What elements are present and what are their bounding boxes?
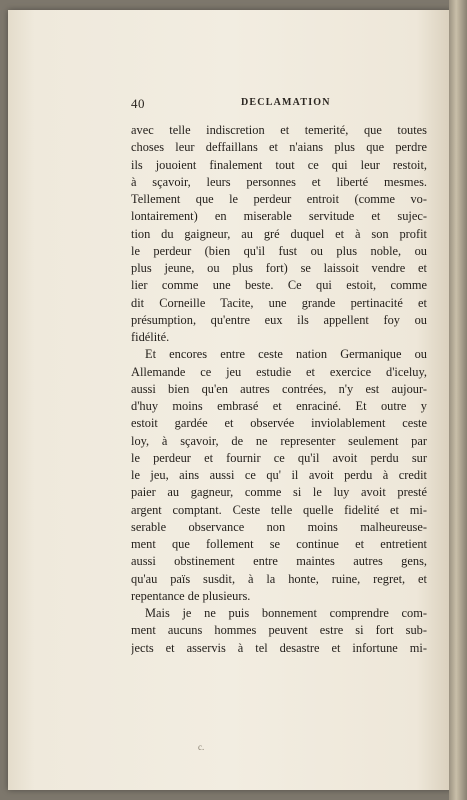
page-header [131,96,427,110]
text-line: ment aucuns hommes peuvent estre si fort sub- [131,623,427,638]
text-line: tion du gaigneur, au gré duquel et à son profit [131,226,427,241]
text-line: le jeu, ains aussi ce qu' il avoit perdu à credit [131,468,427,482]
text-line: ils jouoient finalement tout ce qui leur restoit, [131,157,427,172]
text-line: Et encores entre ceste nation Germanique ou [145,347,427,362]
text-line: plus jeune, ou plus fort) se laissoit vendre et [131,261,427,275]
text-line: loy, à sçavoir, de ne representer seulement par [131,433,427,448]
text-line: estoit gardée et observée inviolablement ceste [131,416,427,431]
text-line: aussi obstinement entre maintes autres gens, [131,554,427,569]
text-line: fidélité. [131,330,170,344]
text-line: lontairement) en miserable servitude et sujec- [131,209,427,224]
text-line: le perdeur (bien qu'il fust ou plus noble, ou [131,243,427,258]
text-line: ment que follement se continue et entretient [131,537,427,551]
text-line: lier comme une beste. Ce qui estoit, comme [131,278,427,293]
text-line: à sçavoir, leurs personnes et liberté mesmes. [131,174,427,189]
text-line: aussi bien qu'en autres contrées, n'y est aujour- [131,381,427,396]
text-line: avec telle indiscretion et temerité, que toutes [131,123,427,137]
body-text [131,122,427,657]
text-line: Mais je ne puis bonnement comprendre com- [145,606,427,620]
text-line: dit Corneille Tacite, une grande pertinacité et [131,295,427,310]
page-number: 40 [131,96,145,111]
running-head: DECLAMATION [241,97,331,108]
text-line: Tellement que le perdeur entroit (comme vo- [131,192,427,206]
text-line: présumption, qu'entre eux ils appellent foy ou [131,312,427,327]
text-line: le perdeur et fournir ce qu'il avoit perdu sur [131,450,427,465]
text-line: d'huy moins embrasé et enraciné. Et outre y [131,399,427,413]
text-line: repentance de plusieurs. [131,588,251,603]
text-line: jects et asservis à tel desastre et infortune mi- [131,640,427,655]
text-line: qu'au païs susdit, à la honte, ruine, regret, et [131,571,427,586]
text-line: serable observance non moins malheureuse- [131,519,427,534]
text-line: choses leur deffaillans et n'aians plus que perdre [131,140,427,155]
text-line: Allemande ce jeu estudie et exercice d'iceluy, [131,364,427,379]
footer-mark: c. [198,742,205,752]
adjacent-page-edge [449,0,467,800]
text-line: argent comptant. Ceste telle quelle fidelité et mi- [131,502,427,517]
text-line: paier au gagneur, comme si le luy avoit presté [131,485,427,500]
